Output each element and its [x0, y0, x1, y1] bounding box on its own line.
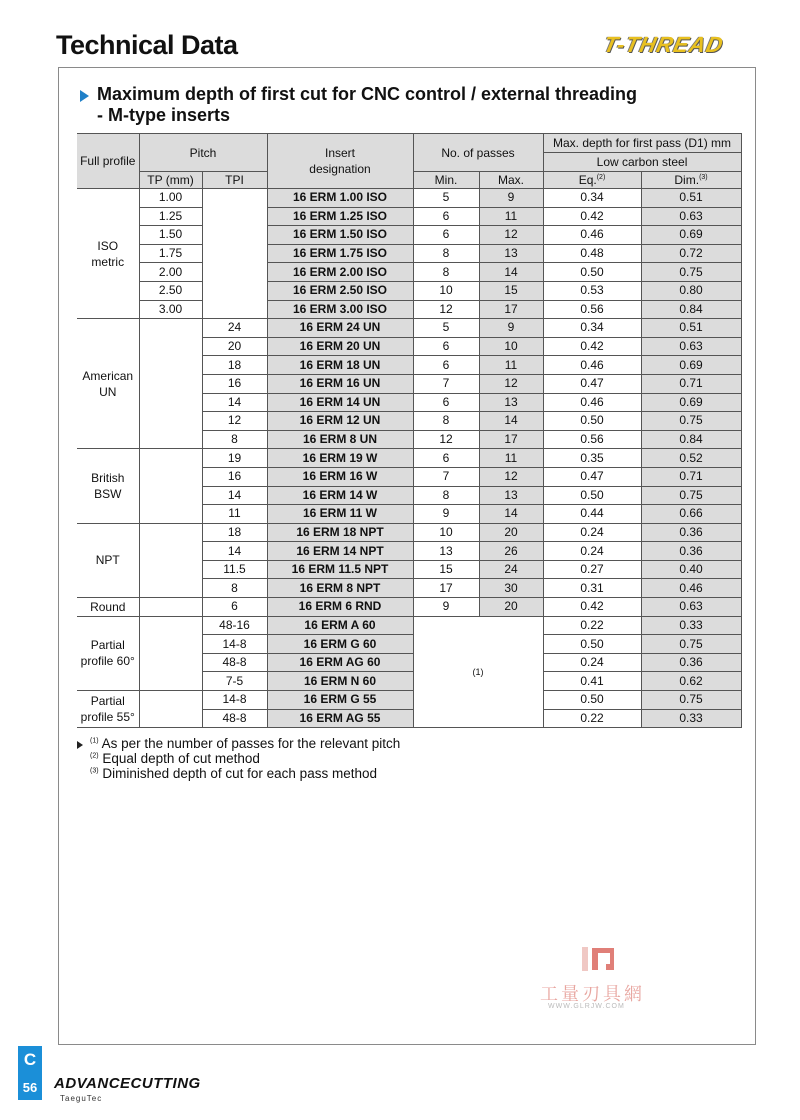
table-row: [77, 281, 741, 300]
header-max: Max.: [479, 172, 543, 189]
pitch-tpi-cell: 16: [202, 467, 267, 486]
pitch-tpi-cell: 12: [202, 412, 267, 431]
insert-designation-cell: 16 ERM 11 W: [267, 505, 413, 524]
table-row: [77, 189, 741, 208]
depth-eq-cell: 0.46: [543, 356, 641, 375]
depth-eq-cell: 0.50: [543, 412, 641, 431]
header-insert-line1: Insert: [324, 146, 355, 160]
pitch-tpi-cell: 24: [202, 319, 267, 338]
depth-eq-cell: 0.47: [543, 374, 641, 393]
depth-eq-cell: 0.42: [543, 337, 641, 356]
pitch-tp-cell: [139, 691, 202, 728]
passes-max-cell: 11: [479, 356, 543, 375]
passes-max-cell: 20: [479, 523, 543, 542]
depth-eq-cell: 0.44: [543, 505, 641, 524]
depth-dim-cell: 0.72: [641, 244, 741, 263]
group-label-line: British: [91, 471, 125, 485]
insert-designation-cell: 16 ERM 6 RND: [267, 598, 413, 617]
depth-eq-cell: 0.41: [543, 672, 641, 691]
depth-dim-cell: 0.75: [641, 691, 741, 710]
pitch-tp-cell: [139, 598, 202, 617]
group-label-line: BSW: [94, 487, 122, 501]
insert-designation-cell: 16 ERM 8 NPT: [267, 579, 413, 598]
pitch-tpi-cell: 16: [202, 374, 267, 393]
section-title-line2: - M-type inserts: [97, 105, 231, 125]
group-label-line: metric: [91, 254, 125, 269]
group-label-line: NPT: [95, 553, 120, 568]
insert-designation-cell: 16 ERM N 60: [267, 672, 413, 691]
passes-min-cell: 8: [413, 263, 479, 282]
depth-eq-cell: 0.48: [543, 244, 641, 263]
depth-dim-cell: 0.75: [641, 263, 741, 282]
depth-eq-cell: 0.42: [543, 598, 641, 617]
pitch-tpi-cell: 20: [202, 337, 267, 356]
insert-designation-cell: 16 ERM 2.00 ISO: [267, 263, 413, 282]
page-title: Technical Data: [56, 30, 238, 60]
pitch-tpi-cell: 8: [202, 430, 267, 449]
advance-cutting-logo: ADVANCECUTTING: [54, 1075, 201, 1092]
passes-max-cell: 11: [479, 207, 543, 226]
passes-max-cell: 13: [479, 393, 543, 412]
header-eq: [543, 172, 641, 189]
passes-min-cell: 6: [413, 356, 479, 375]
depth-eq-cell: 0.27: [543, 560, 641, 579]
depth-eq-cell: 0.42: [543, 207, 641, 226]
pitch-tpi-cell: 18: [202, 523, 267, 542]
table-row: [77, 207, 741, 226]
depth-dim-cell: 0.40: [641, 560, 741, 579]
table-row: [77, 449, 741, 468]
pitch-tpi-cell: 14: [202, 542, 267, 561]
insert-designation-cell: 16 ERM 18 NPT: [267, 523, 413, 542]
passes-max-cell: 17: [479, 300, 543, 319]
insert-designation-cell: 16 ERM G 60: [267, 635, 413, 654]
depth-eq-cell: 0.34: [543, 319, 641, 338]
passes-max-cell: 13: [479, 486, 543, 505]
group-label-line: Round: [90, 599, 126, 614]
pitch-tp-cell: [139, 319, 202, 449]
passes-min-cell: 9: [413, 505, 479, 524]
insert-designation-cell: 16 ERM 11.5 NPT: [267, 560, 413, 579]
passes-note: (1): [472, 666, 484, 677]
profile-group-label: [77, 189, 139, 319]
taegutec-logo: TaeguTec: [60, 1094, 103, 1103]
profile-group-label: [77, 449, 139, 523]
note-3-mark: (3): [90, 767, 99, 775]
header-insert-designation: [267, 134, 413, 189]
group-label-line: profile 55°: [80, 710, 135, 725]
header-tp-mm: TP (mm): [139, 172, 202, 189]
passes-min-cell: 12: [413, 430, 479, 449]
passes-max-cell: 20: [479, 598, 543, 617]
profile-group-label: [77, 319, 139, 449]
depth-eq-cell: 0.56: [543, 430, 641, 449]
depth-dim-cell: 0.33: [641, 616, 741, 635]
insert-designation-cell: 16 ERM 1.25 ISO: [267, 207, 413, 226]
watermark-text: 工量刃具網: [540, 984, 645, 1004]
passes-min-cell: 5: [413, 189, 479, 208]
profile-group-label: [77, 691, 139, 728]
profile-group-label: [77, 616, 139, 690]
insert-designation-cell: 16 ERM 14 NPT: [267, 542, 413, 561]
header-tpi: TPI: [202, 172, 267, 189]
depth-dim-cell: 0.36: [641, 653, 741, 672]
group-label-line: American: [82, 368, 134, 383]
passes-min-cell: 6: [413, 449, 479, 468]
table-row: [77, 691, 741, 710]
depth-dim-cell: 0.36: [641, 542, 741, 561]
depth-eq-cell: 0.46: [543, 226, 641, 245]
passes-max-cell: 14: [479, 505, 543, 524]
passes-min-cell: 6: [413, 207, 479, 226]
pitch-tpi-cell: 14-8: [202, 635, 267, 654]
note-2-text: Equal depth of cut method: [102, 751, 260, 766]
t-thread-logo: T-THREAD: [601, 32, 726, 57]
page-tab: [18, 1046, 42, 1100]
pitch-tpi-cell: [202, 189, 267, 319]
note-2-mark: (2): [90, 752, 99, 760]
pitch-tp-cell: 2.50: [139, 281, 202, 300]
passes-max-cell: 10: [479, 337, 543, 356]
depth-dim-cell: 0.71: [641, 467, 741, 486]
depth-eq-cell: 0.47: [543, 467, 641, 486]
passes-max-cell: 24: [479, 560, 543, 579]
group-label-line: profile 60°: [80, 654, 135, 669]
table-row: [77, 616, 741, 635]
table-row: [77, 263, 741, 282]
pitch-tpi-cell: 19: [202, 449, 267, 468]
pitch-tpi-cell: 6: [202, 598, 267, 617]
depth-dim-cell: 0.84: [641, 300, 741, 319]
depth-eq-cell: 0.22: [543, 616, 641, 635]
depth-eq-cell: 0.50: [543, 635, 641, 654]
depth-eq-cell: 0.31: [543, 579, 641, 598]
insert-designation-cell: 16 ERM 1.50 ISO: [267, 226, 413, 245]
note-3-text: Diminished depth of cut for each pass method: [102, 766, 377, 781]
table-row: [77, 300, 741, 319]
header-min: Min.: [413, 172, 479, 189]
depth-eq-cell: 0.24: [543, 523, 641, 542]
table-row: [77, 319, 741, 338]
pitch-tpi-cell: 11.5: [202, 560, 267, 579]
depth-dim-cell: 0.75: [641, 412, 741, 431]
pitch-tp-cell: 2.00: [139, 263, 202, 282]
insert-designation-cell: 16 ERM 19 W: [267, 449, 413, 468]
group-label-line: Partial: [90, 694, 125, 709]
depth-dim-cell: 0.46: [641, 579, 741, 598]
insert-designation-cell: 16 ERM 14 UN: [267, 393, 413, 412]
pitch-tpi-cell: 8: [202, 579, 267, 598]
group-label-line: Partial: [90, 638, 125, 653]
depth-eq-cell: 0.53: [543, 281, 641, 300]
pitch-tpi-cell: 14: [202, 393, 267, 412]
depth-dim-cell: 0.62: [641, 672, 741, 691]
table-body: [77, 189, 741, 728]
depth-eq-cell: 0.50: [543, 691, 641, 710]
passes-max-cell: 30: [479, 579, 543, 598]
depth-eq-cell: 0.24: [543, 653, 641, 672]
header-insert-line2: designation: [309, 162, 371, 176]
passes-min-cell: 8: [413, 412, 479, 431]
pitch-tp-cell: [139, 523, 202, 597]
insert-designation-cell: 16 ERM 12 UN: [267, 412, 413, 431]
passes-min-cell: 6: [413, 393, 479, 412]
header-dim-label: Dim.: [674, 173, 700, 187]
depth-dim-cell: 0.69: [641, 393, 741, 412]
depth-dim-cell: 0.63: [641, 598, 741, 617]
depth-dim-cell: 0.52: [641, 449, 741, 468]
insert-designation-cell: 16 ERM 16 W: [267, 467, 413, 486]
pitch-tp-cell: [139, 616, 202, 690]
watermark-url: WWW.GLRJW.COM: [548, 1003, 625, 1010]
depth-eq-cell: 0.35: [543, 449, 641, 468]
insert-designation-cell: 16 ERM G 55: [267, 691, 413, 710]
insert-designation-cell: 16 ERM 18 UN: [267, 356, 413, 375]
header-pitch: Pitch: [139, 134, 267, 172]
group-label-line: UN: [99, 384, 117, 399]
depth-dim-cell: 0.51: [641, 319, 741, 338]
passes-min-cell: 6: [413, 226, 479, 245]
passes-max-cell: 15: [479, 281, 543, 300]
depth-dim-cell: 0.36: [641, 523, 741, 542]
passes-min-cell: 9: [413, 598, 479, 617]
header-eq-note: (2): [596, 174, 606, 181]
passes-min-cell: 7: [413, 467, 479, 486]
depth-dim-cell: 0.71: [641, 374, 741, 393]
table-row: [77, 523, 741, 542]
insert-designation-cell: 16 ERM AG 55: [267, 709, 413, 728]
page-number: 56: [22, 1080, 38, 1095]
profile-group-label: [77, 598, 139, 617]
depth-dim-cell: 0.69: [641, 226, 741, 245]
passes-min-cell: 6: [413, 337, 479, 356]
pitch-tpi-cell: 7-5: [202, 672, 267, 691]
pitch-tpi-cell: 11: [202, 505, 267, 524]
profile-group-label: [77, 523, 139, 597]
header-material: Low carbon steel: [543, 153, 741, 172]
passes-note-cell: [413, 616, 543, 728]
insert-designation-cell: 16 ERM 8 UN: [267, 430, 413, 449]
pitch-tp-cell: 1.25: [139, 207, 202, 226]
header-passes: No. of passes: [413, 134, 543, 172]
pitch-tp-cell: 3.00: [139, 300, 202, 319]
depth-dim-cell: 0.63: [641, 337, 741, 356]
passes-max-cell: 12: [479, 374, 543, 393]
pitch-tpi-cell: 48-8: [202, 709, 267, 728]
header-full-profile: Full profile: [77, 134, 139, 189]
pitch-tpi-cell: 48-8: [202, 653, 267, 672]
depth-dim-cell: 0.33: [641, 709, 741, 728]
note-1: [90, 736, 400, 751]
pitch-tpi-cell: 14-8: [202, 691, 267, 710]
depth-dim-cell: 0.80: [641, 281, 741, 300]
depth-table: [77, 133, 742, 728]
section-title-line1: Maximum depth of first cut for CNC control / external threading: [97, 84, 638, 104]
pitch-tp-cell: 1.50: [139, 226, 202, 245]
depth-eq-cell: 0.46: [543, 393, 641, 412]
pitch-tp-cell: 1.75: [139, 244, 202, 263]
depth-eq-cell: 0.50: [543, 263, 641, 282]
insert-designation-cell: 16 ERM 3.00 ISO: [267, 300, 413, 319]
group-label-line: ISO: [97, 238, 119, 253]
passes-max-cell: 12: [479, 226, 543, 245]
insert-designation-cell: 16 ERM 14 W: [267, 486, 413, 505]
depth-dim-cell: 0.51: [641, 189, 741, 208]
insert-designation-cell: 16 ERM AG 60: [267, 653, 413, 672]
insert-designation-cell: 16 ERM 1.00 ISO: [267, 189, 413, 208]
section-letter: C: [23, 1050, 37, 1069]
insert-designation-cell: 16 ERM 1.75 ISO: [267, 244, 413, 263]
passes-max-cell: 12: [479, 467, 543, 486]
pitch-tpi-cell: 18: [202, 356, 267, 375]
depth-dim-cell: 0.84: [641, 430, 741, 449]
note-3: [90, 766, 377, 781]
insert-designation-cell: 16 ERM 16 UN: [267, 374, 413, 393]
section-arrow-icon: [80, 90, 89, 102]
header-max-depth: Max. depth for first pass (D1) mm: [543, 134, 741, 153]
header-dim: [641, 172, 741, 189]
depth-eq-cell: 0.22: [543, 709, 641, 728]
passes-max-cell: 11: [479, 449, 543, 468]
pitch-tp-cell: 1.00: [139, 189, 202, 208]
passes-min-cell: 7: [413, 374, 479, 393]
passes-min-cell: 13: [413, 542, 479, 561]
passes-min-cell: 10: [413, 281, 479, 300]
passes-min-cell: 17: [413, 579, 479, 598]
passes-min-cell: 10: [413, 523, 479, 542]
insert-designation-cell: 16 ERM 24 UN: [267, 319, 413, 338]
depth-dim-cell: 0.69: [641, 356, 741, 375]
notes-arrow-icon: [77, 741, 83, 749]
depth-dim-cell: 0.75: [641, 635, 741, 654]
insert-designation-cell: 16 ERM 2.50 ISO: [267, 281, 413, 300]
insert-designation-cell: 16 ERM A 60: [267, 616, 413, 635]
depth-dim-cell: 0.75: [641, 486, 741, 505]
table-row: [77, 598, 741, 617]
depth-eq-cell: 0.34: [543, 189, 641, 208]
note-2: [90, 751, 260, 766]
depth-eq-cell: 0.50: [543, 486, 641, 505]
depth-eq-cell: 0.24: [543, 542, 641, 561]
passes-min-cell: 8: [413, 486, 479, 505]
watermark-logo-icon: [580, 945, 618, 973]
passes-max-cell: 9: [479, 189, 543, 208]
insert-designation-cell: 16 ERM 20 UN: [267, 337, 413, 356]
passes-min-cell: 5: [413, 319, 479, 338]
depth-dim-cell: 0.66: [641, 505, 741, 524]
passes-min-cell: 12: [413, 300, 479, 319]
header-eq-label: Eq.: [578, 173, 597, 187]
pitch-tpi-cell: 48-16: [202, 616, 267, 635]
pitch-tp-cell: [139, 449, 202, 523]
depth-eq-cell: 0.56: [543, 300, 641, 319]
table-row: [77, 244, 741, 263]
pitch-tpi-cell: 14: [202, 486, 267, 505]
passes-min-cell: 15: [413, 560, 479, 579]
depth-dim-cell: 0.63: [641, 207, 741, 226]
passes-max-cell: 9: [479, 319, 543, 338]
passes-max-cell: 17: [479, 430, 543, 449]
passes-max-cell: 13: [479, 244, 543, 263]
passes-max-cell: 14: [479, 412, 543, 431]
note-1-mark: (1): [90, 737, 99, 745]
section-title: [97, 84, 637, 126]
passes-min-cell: 8: [413, 244, 479, 263]
passes-max-cell: 26: [479, 542, 543, 561]
passes-max-cell: 14: [479, 263, 543, 282]
table-row: [77, 226, 741, 245]
header-dim-note: (3): [699, 174, 708, 181]
note-1-text: As per the number of passes for the relevant pitch: [101, 736, 401, 751]
